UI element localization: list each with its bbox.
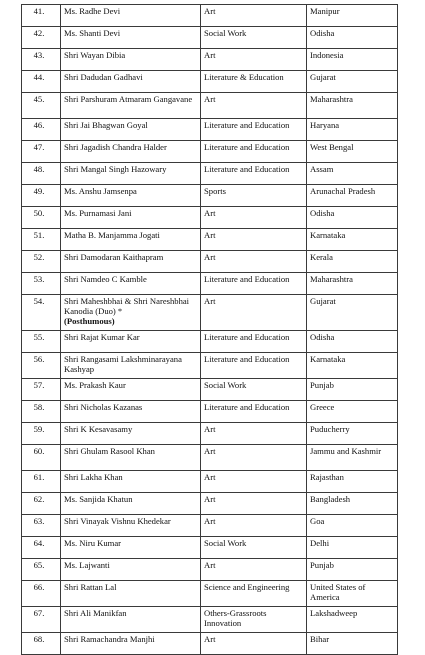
posthumous-note: (Posthumous)	[64, 316, 115, 326]
serial-number: 51.	[22, 229, 61, 251]
table-row	[22, 93, 398, 119]
field: Art	[201, 515, 307, 537]
awardee-name: Shri Dadudan Gadhavi	[61, 71, 201, 93]
state-country: Bihar	[307, 633, 398, 655]
state-country: Odisha	[307, 331, 398, 353]
serial-number: 46.	[22, 119, 61, 141]
state-country: Bangladesh	[307, 493, 398, 515]
awardee-name: Ms. Shanti Devi	[61, 27, 201, 49]
field: Art	[201, 445, 307, 471]
field: Art	[201, 93, 307, 119]
table-row	[22, 493, 398, 515]
field: Literature and Education	[201, 353, 307, 379]
table-row	[22, 27, 398, 49]
state-country: Delhi	[307, 537, 398, 559]
field: Literature and Education	[201, 163, 307, 185]
field: Art	[201, 295, 307, 331]
table-row	[22, 515, 398, 537]
table-row	[22, 49, 398, 71]
awardee-name: Shri Jai Bhagwan Goyal	[61, 119, 201, 141]
awardee-name: Ms. Sanjida Khatun	[61, 493, 201, 515]
field: Art	[201, 559, 307, 581]
state-country: Karnataka	[307, 229, 398, 251]
awardee-name: Ms. Radhe Devi	[61, 5, 201, 27]
awardee-name	[61, 295, 201, 331]
serial-number: 57.	[22, 379, 61, 401]
serial-number: 47.	[22, 141, 61, 163]
serial-number: 42.	[22, 27, 61, 49]
table-row	[22, 229, 398, 251]
table-row	[22, 401, 398, 423]
serial-number: 60.	[22, 445, 61, 471]
field: Art	[201, 229, 307, 251]
serial-number: 55.	[22, 331, 61, 353]
state-country: Indonesia	[307, 49, 398, 71]
awardee-name-text: Shri Maheshbhai & Shri Nareshbhai Kanodia (Duo) *	[64, 296, 190, 316]
field: Literature and Education	[201, 119, 307, 141]
field: Art	[201, 423, 307, 445]
field: Art	[201, 493, 307, 515]
awardee-name: Shri Parshuram Atmaram Gangavane	[61, 93, 201, 119]
table-row	[22, 5, 398, 27]
serial-number: 64.	[22, 537, 61, 559]
awardee-name: Shri Rattan Lal	[61, 581, 201, 607]
awardees-table	[21, 4, 398, 655]
table-row	[22, 273, 398, 295]
awardee-name: Shri Ramachandra Manjhi	[61, 633, 201, 655]
table-row	[22, 295, 398, 331]
awardee-name: Shri Rajat Kumar Kar	[61, 331, 201, 353]
field: Social Work	[201, 27, 307, 49]
table-row	[22, 559, 398, 581]
serial-number: 67.	[22, 607, 61, 633]
state-country: Assam	[307, 163, 398, 185]
field: Art	[201, 251, 307, 273]
serial-number: 50.	[22, 207, 61, 229]
serial-number: 58.	[22, 401, 61, 423]
table-row	[22, 163, 398, 185]
state-country: Odisha	[307, 27, 398, 49]
field: Art	[201, 5, 307, 27]
awardee-name: Shri K Kesavasamy	[61, 423, 201, 445]
serial-number: 48.	[22, 163, 61, 185]
field: Social Work	[201, 379, 307, 401]
state-country: Rajasthan	[307, 471, 398, 493]
serial-number: 61.	[22, 471, 61, 493]
state-country: Gujarat	[307, 71, 398, 93]
serial-number: 45.	[22, 93, 61, 119]
table-row	[22, 353, 398, 379]
awardee-name: Shri Lakha Khan	[61, 471, 201, 493]
table-row	[22, 633, 398, 655]
field: Art	[201, 471, 307, 493]
state-country: Arunachal Pradesh	[307, 185, 398, 207]
field: Science and Engineering	[201, 581, 307, 607]
table-row	[22, 607, 398, 633]
serial-number: 53.	[22, 273, 61, 295]
awardee-name: Shri Jagadish Chandra Halder	[61, 141, 201, 163]
state-country: Haryana	[307, 119, 398, 141]
table-row	[22, 119, 398, 141]
state-country: Puducherry	[307, 423, 398, 445]
table-row	[22, 251, 398, 273]
awardee-name: Shri Nicholas Kazanas	[61, 401, 201, 423]
awardee-name: Shri Vinayak Vishnu Khedekar	[61, 515, 201, 537]
field: Literature and Education	[201, 331, 307, 353]
table-row	[22, 185, 398, 207]
state-country: Maharashtra	[307, 93, 398, 119]
awardee-name: Shri Wayan Dibia	[61, 49, 201, 71]
field: Others-Grassroots Innovation	[201, 607, 307, 633]
field: Literature and Education	[201, 273, 307, 295]
state-country: West Bengal	[307, 141, 398, 163]
table-row	[22, 471, 398, 493]
awardee-name: Matha B. Manjamma Jogati	[61, 229, 201, 251]
table-row	[22, 207, 398, 229]
serial-number: 66.	[22, 581, 61, 607]
state-country: Karnataka	[307, 353, 398, 379]
state-country: Gujarat	[307, 295, 398, 331]
state-country: Lakshadweep	[307, 607, 398, 633]
serial-number: 43.	[22, 49, 61, 71]
awardee-name: Shri Rangasami Lakshminarayana Kashyap	[61, 353, 201, 379]
state-country: Goa	[307, 515, 398, 537]
awardee-name: Shri Damodaran Kaithapram	[61, 251, 201, 273]
table-row	[22, 423, 398, 445]
table-row	[22, 537, 398, 559]
field: Art	[201, 49, 307, 71]
awardee-name: Ms. Anshu Jamsenpa	[61, 185, 201, 207]
field: Literature & Education	[201, 71, 307, 93]
serial-number: 49.	[22, 185, 61, 207]
state-country: Kerala	[307, 251, 398, 273]
state-country: Greece	[307, 401, 398, 423]
serial-number: 54.	[22, 295, 61, 331]
serial-number: 44.	[22, 71, 61, 93]
table-row	[22, 581, 398, 607]
serial-number: 65.	[22, 559, 61, 581]
state-country: Punjab	[307, 559, 398, 581]
table-row	[22, 331, 398, 353]
state-country: United States of America	[307, 581, 398, 607]
serial-number: 41.	[22, 5, 61, 27]
table-row	[22, 71, 398, 93]
table-row	[22, 445, 398, 471]
state-country: Maharashtra	[307, 273, 398, 295]
state-country: Manipur	[307, 5, 398, 27]
awardee-name: Shri Namdeo C Kamble	[61, 273, 201, 295]
awardee-name: Ms. Niru Kumar	[61, 537, 201, 559]
awardee-name: Shri Ghulam Rasool Khan	[61, 445, 201, 471]
awardee-name: Ms. Lajwanti	[61, 559, 201, 581]
serial-number: 63.	[22, 515, 61, 537]
table-row	[22, 141, 398, 163]
field: Art	[201, 207, 307, 229]
awardee-name: Ms. Purnamasi Jani	[61, 207, 201, 229]
field: Literature and Education	[201, 401, 307, 423]
serial-number: 62.	[22, 493, 61, 515]
awardee-name: Ms. Prakash Kaur	[61, 379, 201, 401]
awardee-name: Shri Ali Manikfan	[61, 607, 201, 633]
serial-number: 68.	[22, 633, 61, 655]
table-row	[22, 379, 398, 401]
awardee-name: Shri Mangal Singh Hazowary	[61, 163, 201, 185]
serial-number: 56.	[22, 353, 61, 379]
serial-number: 59.	[22, 423, 61, 445]
state-country: Odisha	[307, 207, 398, 229]
field: Literature and Education	[201, 141, 307, 163]
field: Social Work	[201, 537, 307, 559]
state-country: Jammu and Kashmir	[307, 445, 398, 471]
serial-number: 52.	[22, 251, 61, 273]
field: Art	[201, 633, 307, 655]
field: Sports	[201, 185, 307, 207]
state-country: Punjab	[307, 379, 398, 401]
